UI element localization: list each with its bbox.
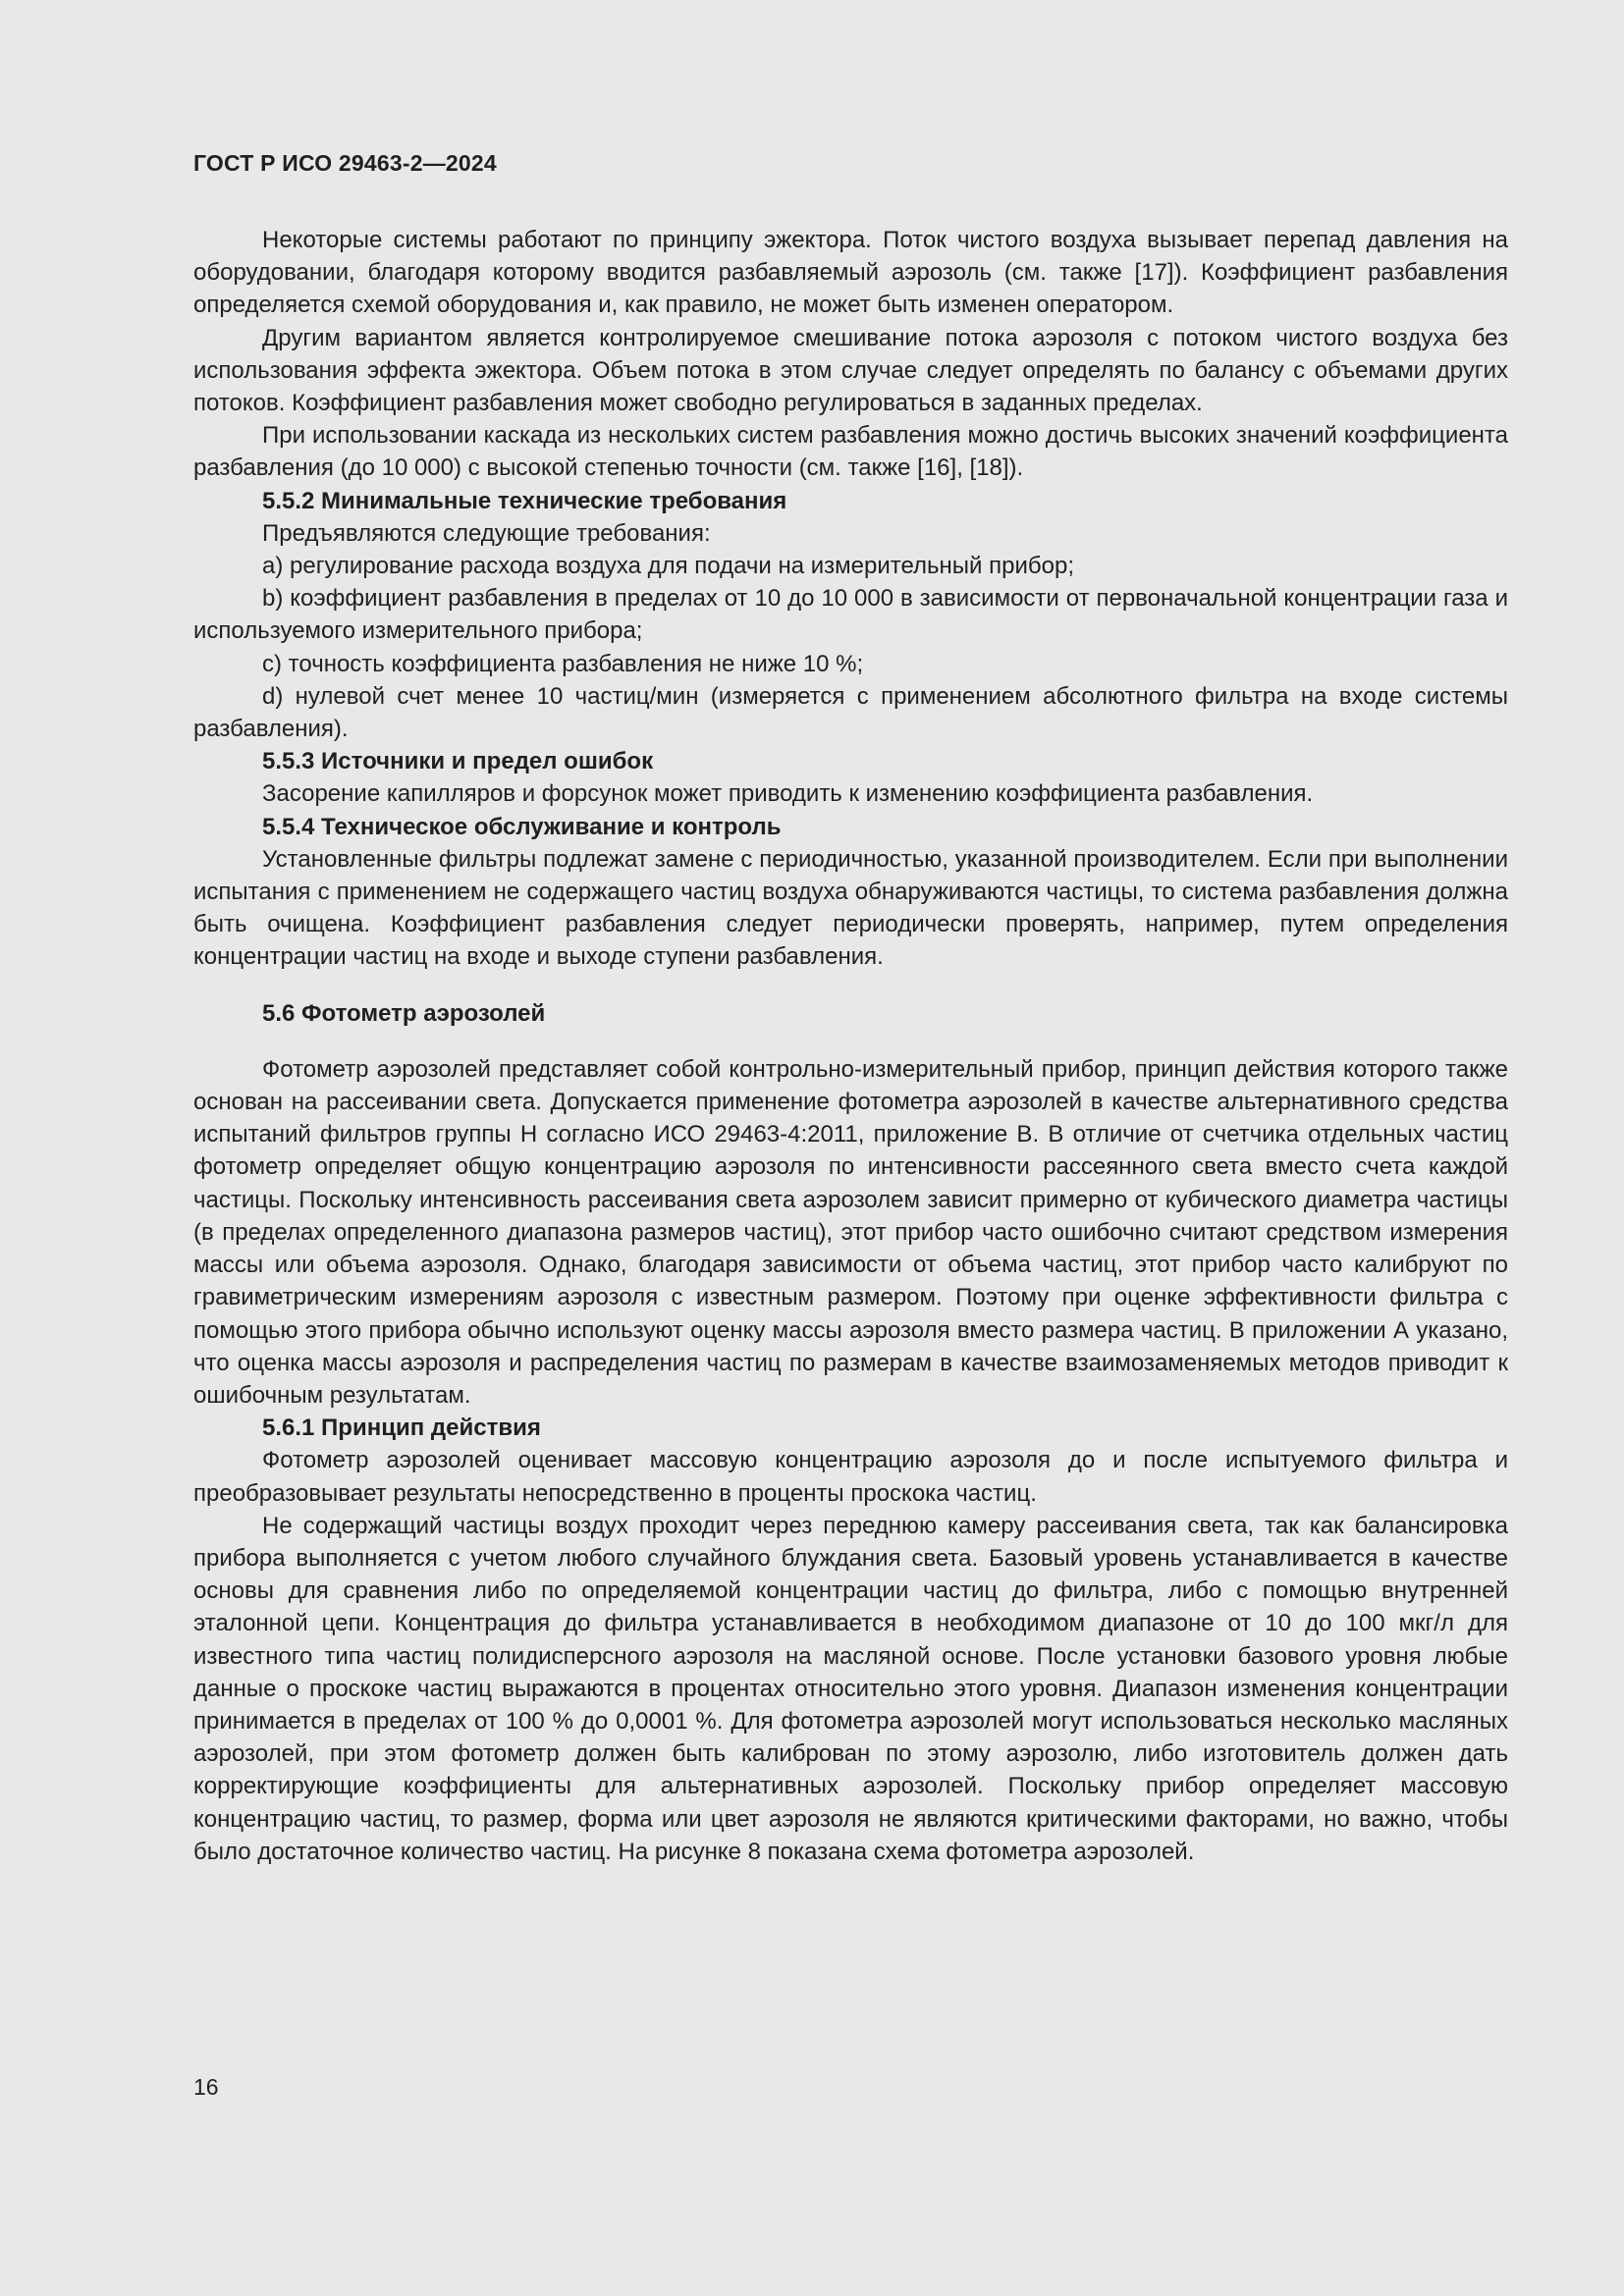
paragraph: Фотометр аэрозолей представляет собой контрольно-измерительный прибор, принцип действия которого также основан на рассеивании света. Допускается применение фотометра аэрозолей в качестве альтернативного средства испытаний фильтров группы Н согласно ИСО 29463-4:2011, приложение В. В отличие от счетчика отдельных частиц фотометр определяет общую концентрацию аэрозоля по интенсивности рассеянного света вместо счета каждой частицы. Поскольку интенсивность рассеивания света аэрозолем зависит примерно от кубического диаметра частицы (в пределах определенного диапазона размеров частиц), этот прибор часто ошибочно считают средством измерения массы или объема аэрозоля. Однако, благодаря зависимости от объема частиц, этот прибор часто калибруют по гравиметрическим измерениям аэрозоля с известным размером. Поэтому при оценке эффективности фильтра с помощью этого прибора обычно используют оценку массы аэрозоля вместо размера частиц. В приложении А указано, что оценка массы аэрозоля и распределения частиц по размерам в качестве взаимозаменяемых методов приводит к ошибочным результатам.: [193, 1055, 1508, 1409]
paragraph: Фотометр аэрозолей оценивает массовую концентрацию аэрозоля до и после испытуемого фильтра и преобразовывает результаты непосредственно в проценты проскока частиц.: [193, 1447, 1508, 1507]
list-item-b: b) коэффициент разбавления в пределах от 10 до 10 000 в зависимости от первоначальной концентрации газа и используемого измерительного прибора;: [193, 585, 1508, 645]
paragraph: Другим вариантом является контролируемое смешивание потока аэрозоля с потоком чистого воздуха без использования эффекта эжектора. Объем потока в этом случае следует определять по балансу с объемами других потоков. Коэффициент разбавления может свободно регулироваться в заданных пределах.: [193, 324, 1508, 417]
list-item-c: c) точность коэффициента разбавления не ниже 10 %;: [262, 650, 864, 677]
subsection-heading-5-6-1: 5.6.1 Принцип действия: [262, 1415, 541, 1442]
paragraph: Установленные фильтры подлежат замене с периодичностью, указанной производителем. Если при выполнении испытания с применением не содержащего частиц воздуха обнаруживаются частицы, то система разбавления должна быть очищена. Коэффициент разбавления следует периодически проверять, например, путем определения концентрации частиц на входе и выходе ступени разбавления.: [193, 845, 1508, 971]
subsection-heading-5-5-4: 5.5.4 Техническое обслуживание и контроль: [262, 813, 782, 840]
section-heading-5-6: 5.6 Фотометр аэрозолей: [262, 999, 546, 1027]
list-item-d: d) нулевой счет менее 10 частиц/мин (измеряется с применением абсолютного фильтра на входе системы разбавления).: [193, 682, 1508, 743]
document-body: [193, 224, 1508, 1868]
subsection-heading-5-5-2: 5.5.2 Минимальные технические требования: [262, 487, 787, 514]
paragraph: Предъявляются следующие требования:: [262, 519, 711, 547]
paragraph: При использовании каскада из нескольких систем разбавления можно достичь высоких значений коэффициента разбавления (до 10 000) с высокой степенью точности (см. также [16], [18]).: [193, 422, 1508, 482]
paragraph: Засорение капилляров и форсунок может приводить к изменению коэффициента разбавления.: [262, 780, 1314, 808]
paragraph: Не содержащий частицы воздух проходит через переднюю камеру рассеивания света, так как балансировка прибора выполняется с учетом любого случайного блуждания света. Базовый уровень устанавливается в качестве основы для сравнения либо по определяемой концентрации частиц до фильтра, либо с помощью внутренней эталонной цепи. Концентрация до фильтра устанавливается в необходимом диапазоне от 10 до 100 мкг/л для известного типа частиц полидисперсного аэрозоля на масляной основе. После установки базового уровня любые данные о проскоке частиц выражаются в процентах относительно этого уровня. Диапазон изменения концентрации принимается в пределах от 100 % до 0,0001 %. Для фотометра аэрозолей могут использоваться несколько масляных аэрозолей, при этом фотометр должен быть калиброван по этому аэрозолю, либо изготовитель должен дать корректирующие коэффициенты для альтернативных аэрозолей. Поскольку прибор определяет массовую концентрацию частиц, то размер, форма или цвет аэрозоля не являются критическими факторами, но важно, чтобы было достаточное количество частиц. На рисунке 8 показана схема фотометра аэрозолей.: [193, 1512, 1508, 1865]
document-header: ГОСТ Р ИСО 29463-2—2024: [193, 150, 497, 176]
list-item-a: a) регулирование расхода воздуха для подачи на измерительный прибор;: [262, 553, 1074, 580]
page-number: 16: [193, 2074, 219, 2100]
subsection-heading-5-5-3: 5.5.3 Источники и предел ошибок: [262, 748, 654, 775]
paragraph: Некоторые системы работают по принципу эжектора. Поток чистого воздуха вызывает перепад давления на оборудовании, благодаря которому вводится разбавляемый аэрозоль (см. также [17]). Коэффициент разбавления определяется схемой оборудования и, как правило, не может быть изменен оператором.: [193, 227, 1508, 319]
